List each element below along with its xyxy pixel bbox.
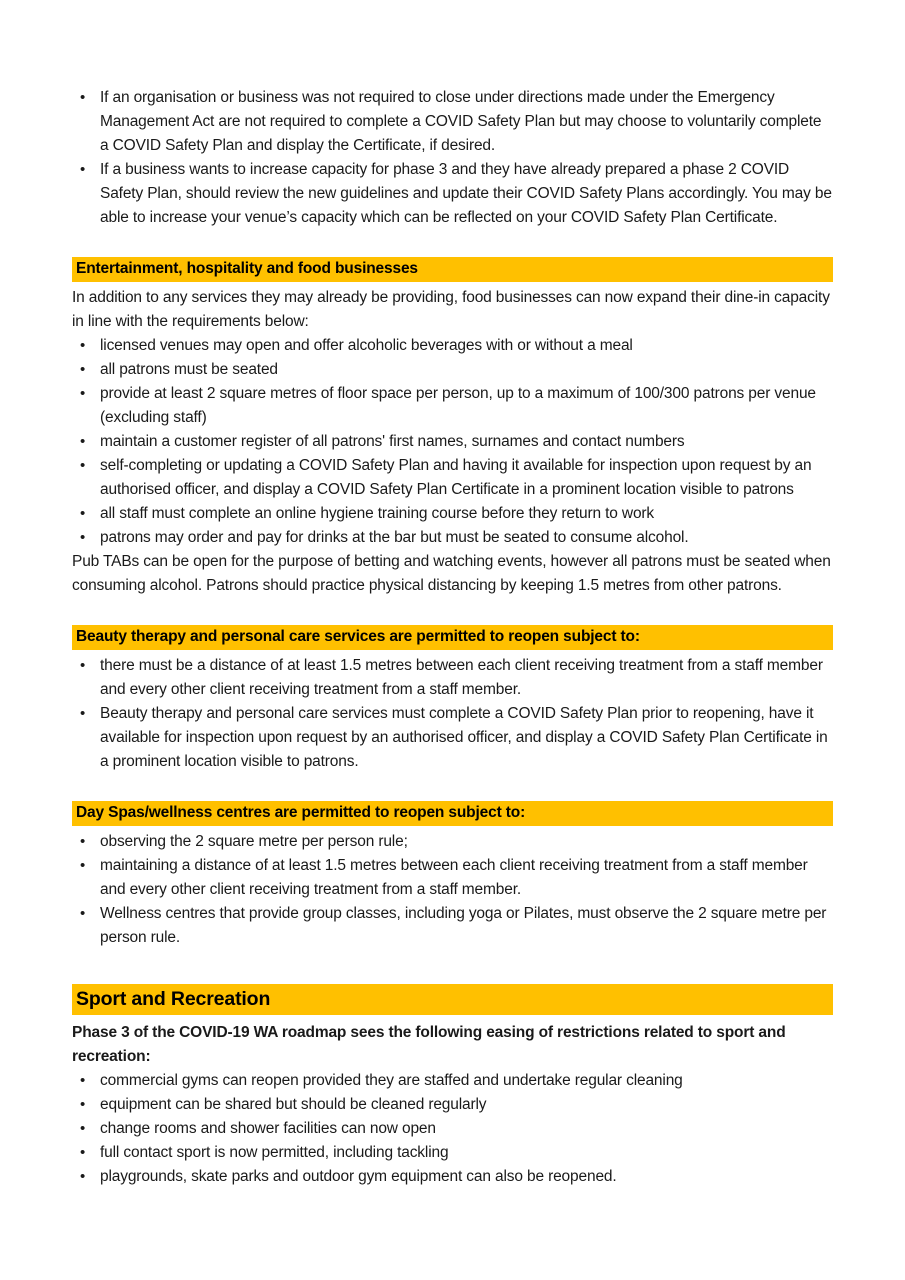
section-day-spas (72, 801, 833, 950)
section-entertainment (72, 257, 833, 598)
section-intro-paragraph: In addition to any services they may already be providing, food businesses can now expand their dine-in capacity in line with the requirements below: (72, 289, 830, 330)
section-heading-beauty-therapy: Beauty therapy and personal care services are permitted to reopen subject to: (72, 625, 833, 650)
intro-bullet-list (72, 86, 833, 230)
beauty-therapy-bullet-list (72, 654, 833, 774)
bullet-item: • maintain a customer register of all patrons' first names, surnames and contact numbers (72, 430, 833, 454)
bullet-item: • there must be a distance of at least 1.5 metres between each client receiving treatment from a staff member and every other client receiving treatment from a staff member. (72, 654, 833, 702)
bullet-item: • equipment can be shared but should be cleaned regularly (72, 1093, 833, 1117)
section-outro-paragraph: Pub TABs can be open for the purpose of betting and watching events, however all patrons must be seated when consuming alcohol. Patrons should practice physical distancing by keeping 1.5 metres from other patrons. (72, 553, 831, 594)
bullet-item: • playgrounds, skate parks and outdoor gym equipment can also be reopened. (72, 1165, 833, 1189)
bullet-item: • all patrons must be seated (72, 358, 833, 382)
sport-bullet-list (72, 1069, 833, 1189)
bullet-item: • all staff must complete an online hygiene training course before they return to work (72, 502, 833, 526)
bullet-item: • self-completing or updating a COVID Safety Plan and having it available for inspection upon request by an authorised officer, and display a COVID Safety Plan Certificate in a prominent location visible to patrons (72, 454, 833, 502)
bullet-item: • If an organisation or business was not required to close under directions made under the Emergency Management Act are not required to complete a COVID Safety Plan but may choose to voluntarily complete a COVID Safety Plan and display the Certificate, if desired. (72, 86, 833, 158)
section-heading-sport-recreation: Sport and Recreation (72, 984, 833, 1015)
bullet-item: • observing the 2 square metre per person rule; (72, 830, 833, 854)
entertainment-bullet-list (72, 334, 833, 550)
bullet-item: • commercial gyms can reopen provided they are staffed and undertake regular cleaning (72, 1069, 833, 1093)
day-spas-bullet-list (72, 830, 833, 950)
bullet-item: • full contact sport is now permitted, including tackling (72, 1141, 833, 1165)
section-beauty-therapy (72, 625, 833, 774)
bullet-item: • maintaining a distance of at least 1.5 metres between each client receiving treatment from a staff member and every other client receiving treatment from a staff member. (72, 854, 833, 902)
bullet-item: • Wellness centres that provide group classes, including yoga or Pilates, must observe the 2 square metre per person rule. (72, 902, 833, 950)
bullet-item: • licensed venues may open and offer alcoholic beverages with or without a meal (72, 334, 833, 358)
bullet-item: • change rooms and shower facilities can now open (72, 1117, 833, 1141)
section-heading-entertainment: Entertainment, hospitality and food businesses (72, 257, 833, 282)
bullet-item: • patrons may order and pay for drinks at the bar but must be seated to consume alcohol. (72, 526, 833, 550)
bullet-item: • If a business wants to increase capacity for phase 3 and they have already prepared a phase 2 COVID Safety Plan, should review the new guidelines and update their COVID Safety Plans accordingly. You may be able to increase your venue’s capacity which can be reflected on your COVID Safety Plan Certificate. (72, 158, 833, 230)
bullet-item: • Beauty therapy and personal care services must complete a COVID Safety Plan prior to reopening, have it available for inspection upon request by an authorised officer, and display a COVID Safety Plan Certificate in a prominent location visible to patrons. (72, 702, 833, 774)
bullet-item: • provide at least 2 square metres of floor space per person, up to a maximum of 100/300 patrons per venue (excluding staff) (72, 382, 833, 430)
section-sport-recreation (72, 984, 833, 1189)
sport-lead-paragraph: Phase 3 of the COVID-19 WA roadmap sees the following easing of restrictions related to sport and recreation: (72, 1024, 786, 1065)
section-heading-day-spas: Day Spas/wellness centres are permitted to reopen subject to: (72, 801, 833, 826)
